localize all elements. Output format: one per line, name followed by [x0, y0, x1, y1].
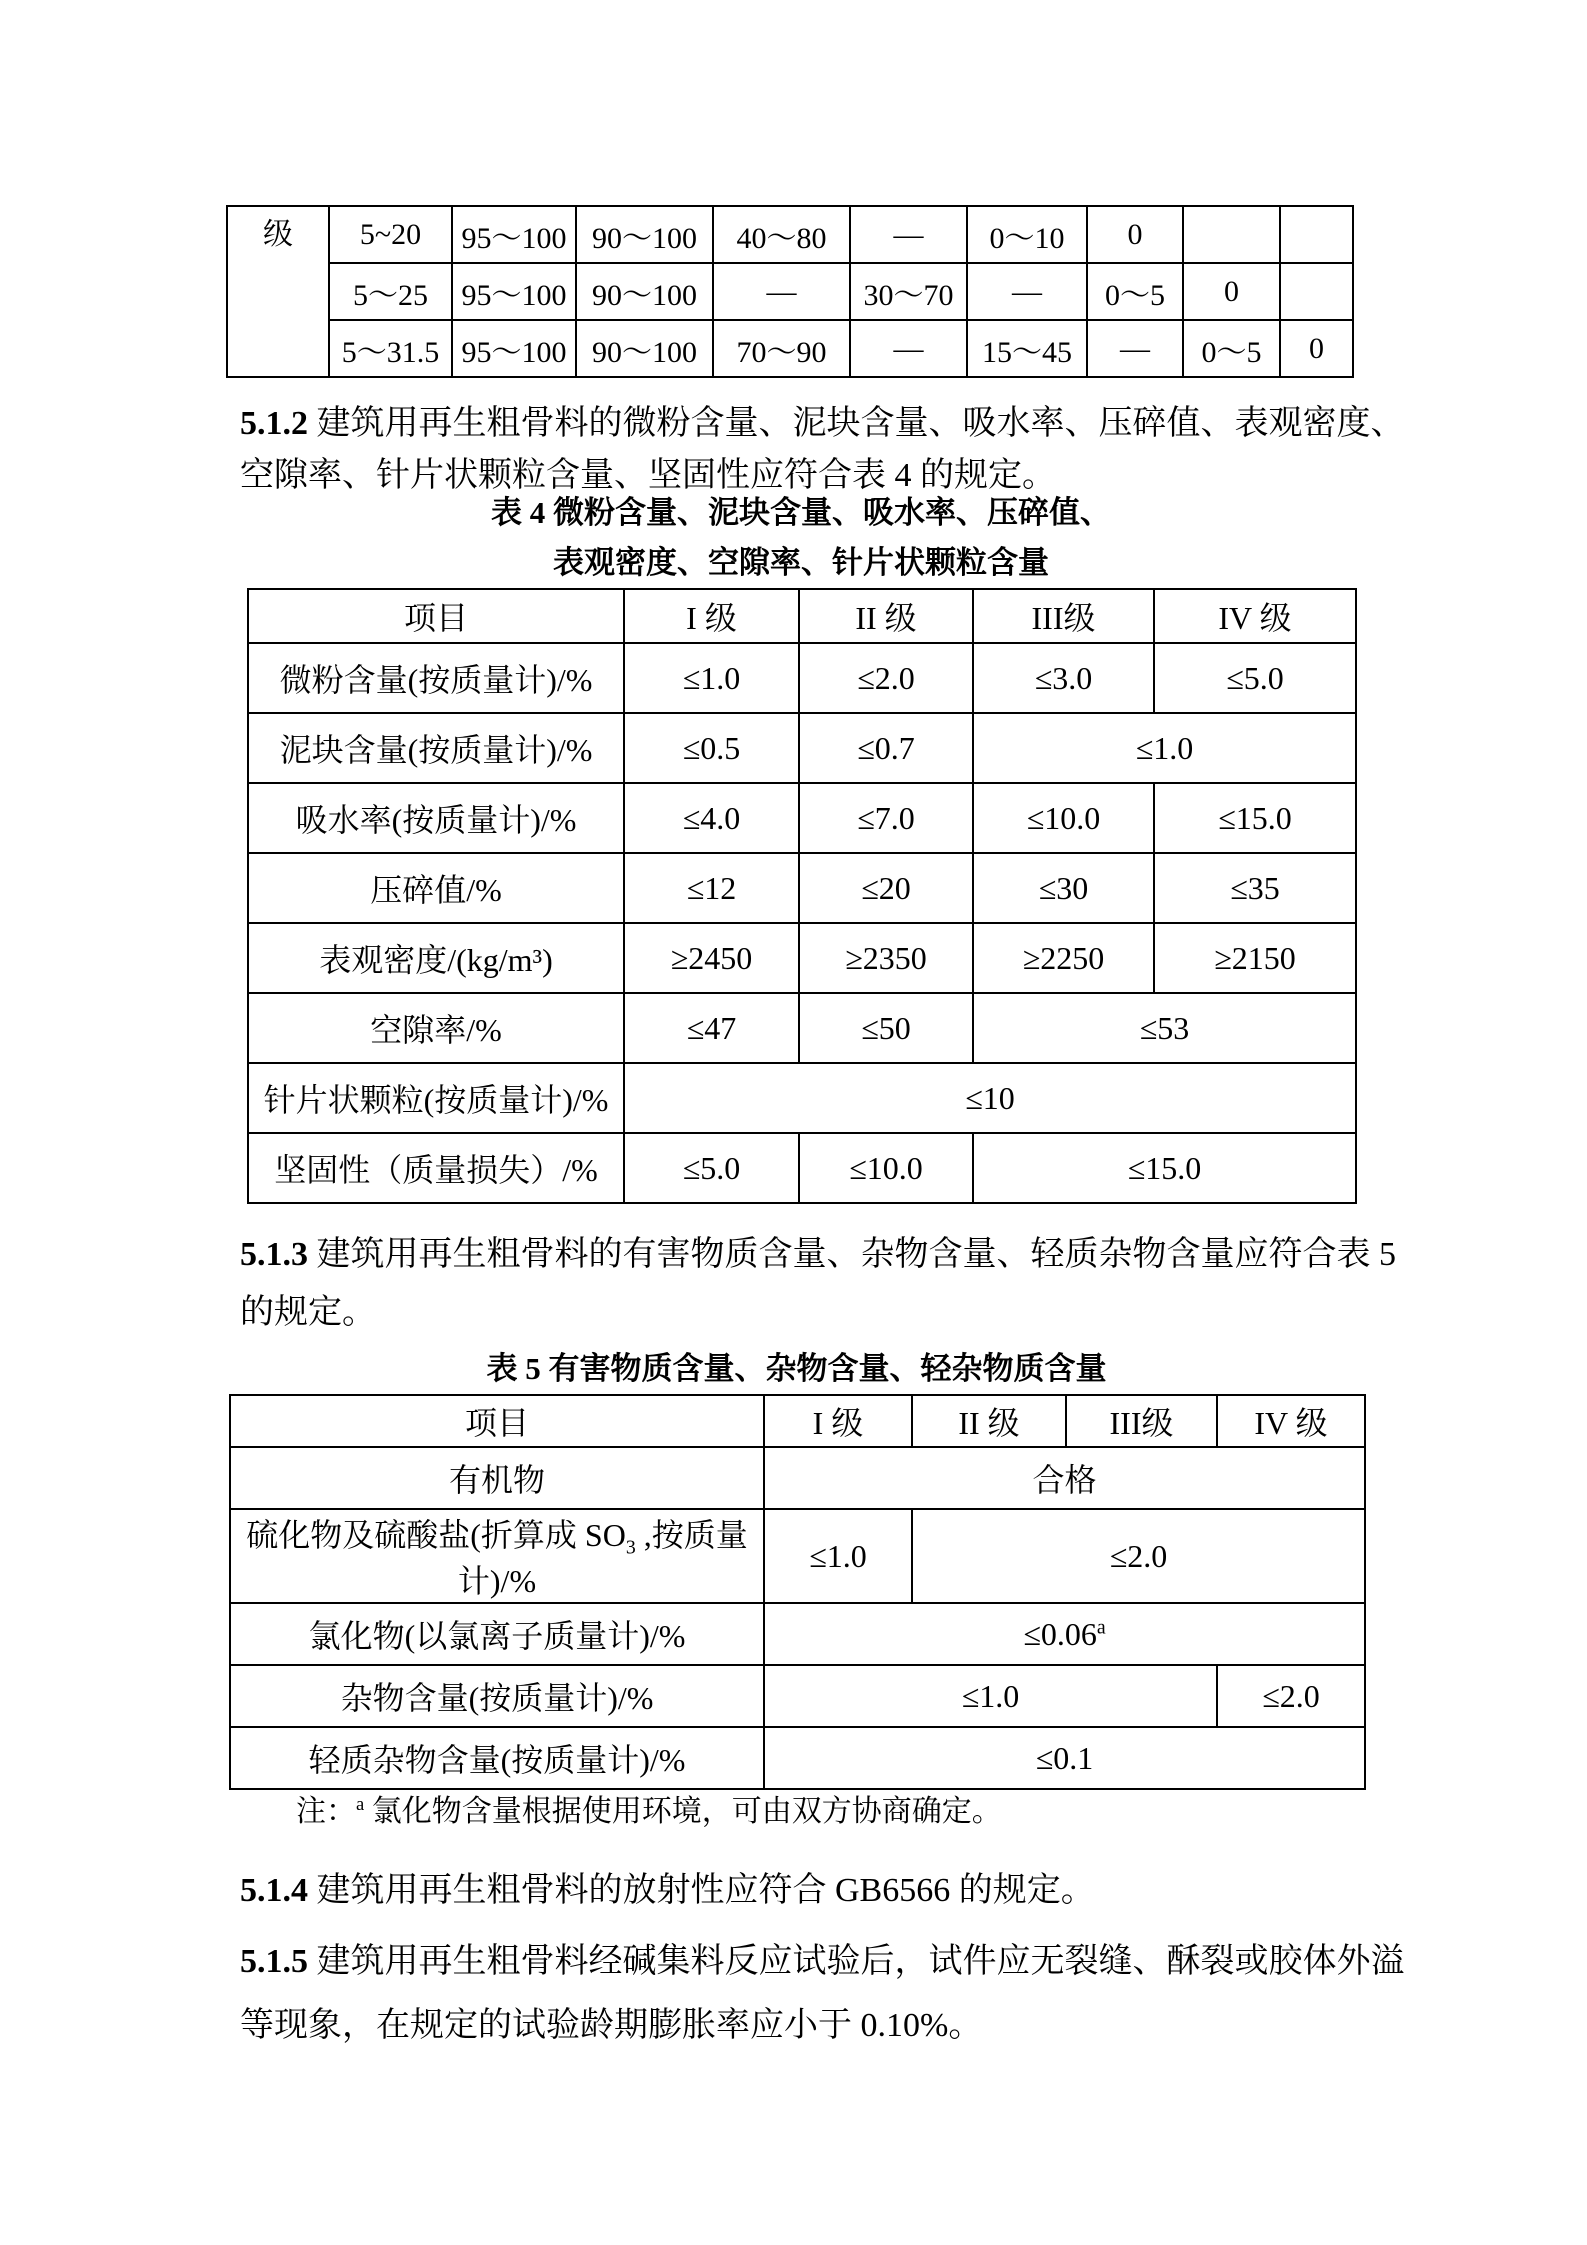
table-cell: ≤12 — [624, 853, 799, 923]
table-cell: ≤2.0 — [912, 1509, 1365, 1603]
table-cell: 30～70 — [850, 263, 967, 320]
table-4-title-line2: 表观密度、空隙率、针片状颗粒含量 — [553, 545, 1049, 580]
table-cell: ≤2.0 — [799, 643, 973, 713]
table-cell: 95～100 — [452, 320, 576, 377]
table-cell — [764, 1603, 1365, 1665]
table-cell: 0 — [1280, 320, 1353, 377]
table-4-title-line1: 表 4 微粉含量、泥块含量、吸水率、压碎值、 — [491, 495, 1111, 530]
footnote-text: 氯化物含量根据使用环境，可由双方协商确定。 — [364, 1795, 1002, 1828]
clause-line — [240, 1226, 1396, 1284]
table-4 — [247, 588, 1357, 1204]
clause-text: 建筑用再生粗骨料的放射性应符合 GB6566 的规定。 — [316, 1872, 1095, 1909]
table-cell: ≤0.5 — [624, 713, 799, 783]
column-header: I 级 — [764, 1395, 912, 1447]
table-row — [248, 783, 1356, 853]
row-label-cell: 表观密度/(kg/m³) — [248, 923, 624, 993]
clause-line — [240, 1930, 1405, 1994]
row-label-cell: 吸水率(按质量计)/% — [248, 783, 624, 853]
clause-5-1-4 — [240, 1862, 1095, 1911]
table-row — [248, 1133, 1356, 1203]
table-row — [230, 1665, 1365, 1727]
table-5 — [229, 1394, 1366, 1790]
table-cell: — — [850, 206, 967, 263]
row-label-cell: 压碎值/% — [248, 853, 624, 923]
clause-line: 的规定。 — [240, 1294, 376, 1331]
cell-superscript: a — [1096, 1615, 1106, 1638]
clause-text: 建筑用再生粗骨料的微粉含量、泥块含量、吸水率、压碎值、表观密度、 — [316, 405, 1405, 442]
table-cell: 90～100 — [576, 263, 713, 320]
clause-text: 建筑用再生粗骨料经碱集料反应试验后，试件应无裂缝、酥裂或胶体外溢 — [316, 1943, 1405, 1980]
table-cell: ≤15.0 — [973, 1133, 1356, 1203]
clause-line: 等现象，在规定的试验龄期膨胀率应小于 0.10%。 — [240, 2007, 983, 2044]
table-cell: 合格 — [764, 1447, 1365, 1509]
table-cell: ≤50 — [799, 993, 973, 1063]
table-cell: 70～90 — [713, 320, 850, 377]
table-cell — [1183, 206, 1280, 263]
table-cell: ≤20 — [799, 853, 973, 923]
table-row — [248, 713, 1356, 783]
footnote-prefix: 注： — [296, 1795, 356, 1828]
table-cell: 95～100 — [452, 263, 576, 320]
table-cell — [1280, 263, 1353, 320]
clause-number: 5.1.2 — [240, 405, 308, 442]
row-label-cell: 轻质杂物含量(按质量计)/% — [230, 1727, 764, 1789]
table-header-row — [230, 1395, 1365, 1447]
label-text: ,按质量计)/% — [457, 1517, 748, 1599]
table-cell: 0～5 — [1183, 320, 1280, 377]
table-cell: ≤0.1 — [764, 1727, 1365, 1789]
clause-5-1-5 — [240, 1930, 1405, 2058]
column-header: III级 — [1066, 1395, 1217, 1447]
table-row — [230, 1727, 1365, 1789]
table-row — [248, 1063, 1356, 1133]
row-label-cell: 级 — [227, 206, 329, 377]
table-cell: 0 — [1183, 263, 1280, 320]
table-cell: ≤10.0 — [799, 1133, 973, 1203]
table-row — [248, 923, 1356, 993]
table-cell: ≤10 — [624, 1063, 1356, 1133]
table-cell: — — [850, 320, 967, 377]
column-header: II 级 — [912, 1395, 1066, 1447]
footnote-marker: a — [356, 1794, 365, 1815]
clause-number: 5.1.3 — [240, 1236, 308, 1273]
column-header: III级 — [973, 589, 1154, 643]
table-cell: — — [967, 263, 1087, 320]
table-cell: ≤5.0 — [624, 1133, 799, 1203]
table-cell: ≤47 — [624, 993, 799, 1063]
table-4-title — [247, 488, 1355, 588]
clause-line — [240, 398, 1405, 450]
table-cell: 15～45 — [967, 320, 1087, 377]
table-cell: ≥2150 — [1154, 923, 1356, 993]
row-label-cell — [230, 1509, 764, 1603]
clause-text: 建筑用再生粗骨料的有害物质含量、杂物含量、轻质杂物含量应符合表 5 — [316, 1236, 1396, 1273]
table-cell: ≤30 — [973, 853, 1154, 923]
row-label-cell: 氯化物(以氯离子质量计)/% — [230, 1603, 764, 1665]
column-header: II 级 — [799, 589, 973, 643]
table-cell: ≤1.0 — [764, 1509, 912, 1603]
table-cell: 0～5 — [1087, 263, 1183, 320]
table-row — [227, 263, 1353, 320]
table-cell: ≤3.0 — [973, 643, 1154, 713]
row-label-cell: 杂物含量(按质量计)/% — [230, 1665, 764, 1727]
table-row — [227, 320, 1353, 377]
column-header: I 级 — [624, 589, 799, 643]
clause-number: 5.1.5 — [240, 1943, 308, 1980]
partial-gradation-table — [226, 205, 1354, 378]
table-cell: ≤15.0 — [1154, 783, 1356, 853]
table-cell: ≤2.0 — [1217, 1665, 1365, 1727]
label-text: 硫化物及硫酸盐(折算成 SO — [246, 1517, 626, 1553]
table-cell: ≤1.0 — [624, 643, 799, 713]
table-cell: ≥2350 — [799, 923, 973, 993]
table-cell: 40～80 — [713, 206, 850, 263]
table-row — [248, 993, 1356, 1063]
table-cell: ≤1.0 — [973, 713, 1356, 783]
table-row — [230, 1447, 1365, 1509]
table-cell: 95～100 — [452, 206, 576, 263]
table-cell: 90～100 — [576, 320, 713, 377]
column-header: IV 级 — [1154, 589, 1356, 643]
table-cell — [1280, 206, 1353, 263]
table-row — [230, 1603, 1365, 1665]
label-subscript: 3 — [625, 1536, 636, 1559]
table-cell: ≥2450 — [624, 923, 799, 993]
table-cell: ≤35 — [1154, 853, 1356, 923]
table-row — [248, 643, 1356, 713]
row-label-cell: 微粉含量(按质量计)/% — [248, 643, 624, 713]
table-cell: — — [713, 263, 850, 320]
column-header: 项目 — [248, 589, 624, 643]
row-label-cell: 泥块含量(按质量计)/% — [248, 713, 624, 783]
table-cell: 5～25 — [329, 263, 452, 320]
clause-5-1-3 — [240, 1226, 1396, 1342]
row-label-cell: 针片状颗粒(按质量计)/% — [248, 1063, 624, 1133]
row-label-cell: 有机物 — [230, 1447, 764, 1509]
clause-5-1-2 — [240, 398, 1405, 502]
table-cell: — — [1087, 320, 1183, 377]
table-cell: 5～31.5 — [329, 320, 452, 377]
table-5-title: 表 5 有害物质含量、杂物含量、轻杂物质含量 — [486, 1351, 1107, 1386]
table-cell: 90～100 — [576, 206, 713, 263]
row-label-cell: 空隙率/% — [248, 993, 624, 1063]
table-row — [230, 1509, 1365, 1603]
table-cell: ≤4.0 — [624, 783, 799, 853]
table-header-row — [248, 589, 1356, 643]
table-cell: ≤0.7 — [799, 713, 973, 783]
table-cell: ≤10.0 — [973, 783, 1154, 853]
column-header: 项目 — [230, 1395, 764, 1447]
column-header: IV 级 — [1217, 1395, 1365, 1447]
table-row — [248, 853, 1356, 923]
table-cell: 0 — [1087, 206, 1183, 263]
table-cell: ≤7.0 — [799, 783, 973, 853]
table-5-footnote — [296, 1786, 1002, 1830]
table-cell: ≤5.0 — [1154, 643, 1356, 713]
clause-number: 5.1.4 — [240, 1872, 308, 1909]
row-label-cell: 坚固性（质量损失）/% — [248, 1133, 624, 1203]
table-cell: ≤1.0 — [764, 1665, 1217, 1727]
table-cell: ≥2250 — [973, 923, 1154, 993]
table-cell: 5~20 — [329, 206, 452, 263]
clause-line: 空隙率、针片状颗粒含量、坚固性应符合表 4 的规定。 — [240, 457, 1056, 494]
table-row — [227, 206, 1353, 263]
table-cell: 0～10 — [967, 206, 1087, 263]
cell-value: ≤0.06 — [1023, 1615, 1097, 1652]
table-cell: ≤53 — [973, 993, 1356, 1063]
